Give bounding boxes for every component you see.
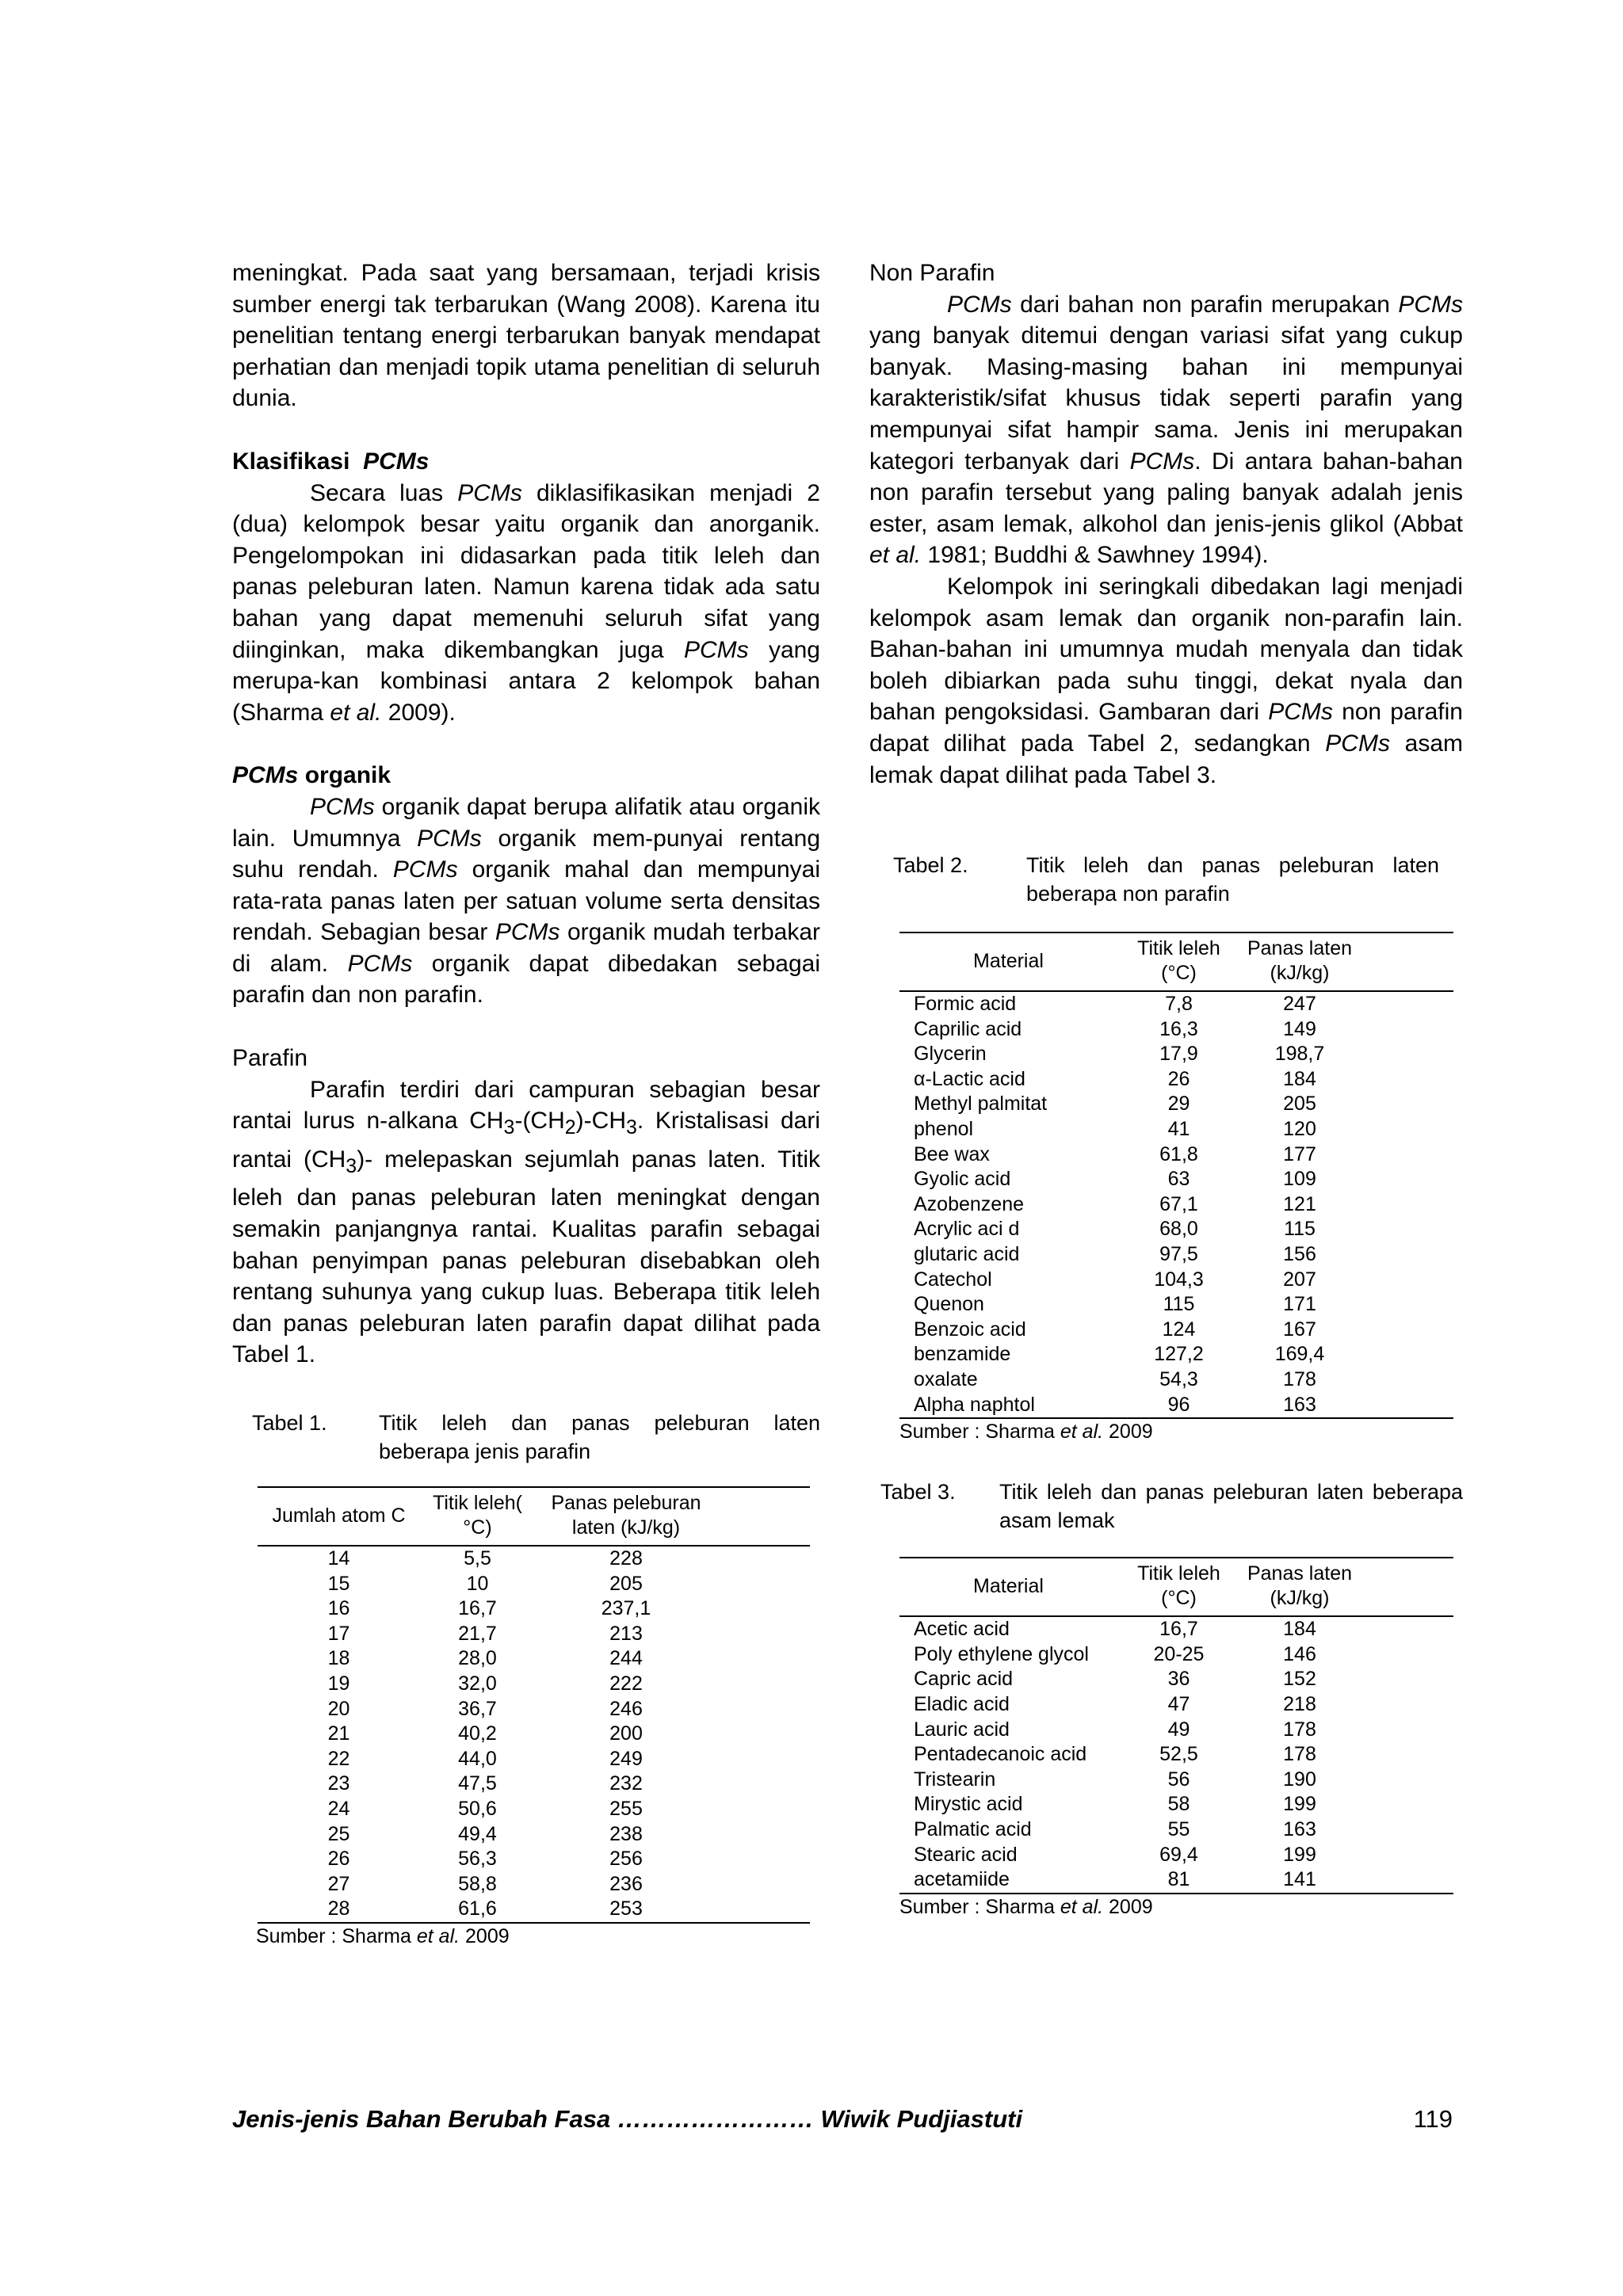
table-cell: 207 — [1283, 1268, 1316, 1291]
table-cell: 236 — [609, 1872, 643, 1895]
table-cell: 16,7 — [1159, 1618, 1198, 1641]
table-cell: 121 — [1283, 1192, 1316, 1215]
table-cell: 52,5 — [1159, 1743, 1198, 1766]
table-cell: 253 — [609, 1897, 643, 1920]
table-row — [899, 1067, 1453, 1093]
table-cell: 17,9 — [1159, 1043, 1198, 1066]
table-row — [899, 1242, 1453, 1268]
table-row — [258, 1596, 810, 1622]
table-cell: 61,6 — [458, 1897, 497, 1920]
table-cell: 14 — [327, 1547, 350, 1569]
klasifikasi-heading: Klasifikasi PCMs — [232, 448, 430, 475]
table-cell: Lauric acid — [914, 1718, 1010, 1741]
table-row — [899, 1268, 1453, 1293]
table-cell: 184 — [1283, 1067, 1316, 1090]
table-cell: 5,5 — [464, 1547, 491, 1569]
table-cell: 16,3 — [1159, 1017, 1198, 1040]
table-row — [899, 1817, 1453, 1843]
table-cell: 177 — [1283, 1142, 1316, 1165]
table-cell: 28 — [327, 1897, 350, 1920]
table-row — [899, 1792, 1453, 1817]
table1-source: Sumber : Sharma et al. 2009 — [256, 1924, 510, 1947]
nonparafin-paragraph-2: Kelompok ini seringkali dibedakan lagi menjadi kelompok asam lemak dan organik non-parafin lain. Bahan-bahan ini umumnya mudah menyala dan tidak boleh dibiarkan pada suhu tinggi, dekat nyala dan bahan pengoksidasi. Gambaran dari PCMs non parafin dapat dilihat pada Tabel 2, sedangkan PCMs asam lemak dapat dilihat pada Tabel 3. — [869, 573, 1463, 788]
table-row — [258, 1747, 810, 1772]
table-cell: 163 — [1283, 1393, 1316, 1416]
table-cell: Gyolic acid — [914, 1168, 1011, 1191]
table-cell: 69,4 — [1159, 1843, 1198, 1866]
table-cell: 17 — [327, 1622, 350, 1645]
table-cell: 54,3 — [1159, 1368, 1198, 1390]
table-cell: Acrylic aci d — [914, 1218, 1020, 1241]
table-cell: 56,3 — [458, 1848, 497, 1871]
table-cell: Palmatic acid — [914, 1817, 1032, 1840]
table-cell: 198,7 — [1274, 1043, 1325, 1066]
table-cell: 167 — [1283, 1318, 1316, 1341]
table-cell: 238 — [609, 1822, 643, 1845]
table-cell: 249 — [609, 1747, 643, 1770]
table-row — [258, 1672, 810, 1697]
table-cell: 67,1 — [1159, 1192, 1198, 1215]
table-row — [899, 1742, 1453, 1768]
table-row — [258, 1872, 810, 1897]
page-footer — [232, 2105, 1453, 2134]
table-row — [899, 1142, 1453, 1168]
table-row — [258, 1572, 810, 1597]
table-cell: 36,7 — [458, 1697, 497, 1720]
table-cell: Quenon — [914, 1293, 984, 1316]
table1 — [258, 1486, 810, 1924]
table-row — [899, 1367, 1453, 1393]
table-cell: 96 — [1167, 1393, 1190, 1416]
table-cell: 190 — [1283, 1768, 1316, 1791]
table-cell: 205 — [1283, 1093, 1316, 1116]
table-cell: 40,2 — [458, 1722, 497, 1745]
table-cell: 205 — [609, 1572, 643, 1595]
table-cell: 49 — [1167, 1718, 1190, 1741]
table-cell: 184 — [1283, 1618, 1316, 1641]
table-cell: 149 — [1283, 1017, 1316, 1040]
table-cell: 109 — [1283, 1168, 1316, 1191]
table3-caption: Tabel 3. Titik leleh dan panas peleburan laten beberapa asam lemak — [880, 1480, 1463, 1533]
table-cell: Capric acid — [914, 1668, 1014, 1691]
table-cell: 213 — [609, 1622, 643, 1645]
table-cell: 152 — [1283, 1668, 1316, 1691]
table-row — [899, 1167, 1453, 1192]
table-cell: 63 — [1167, 1168, 1190, 1191]
table-row — [258, 1697, 810, 1722]
table-cell: 163 — [1283, 1817, 1316, 1840]
parafin-paragraph: Parafin terdiri dari campuran sebagian besar rantai lurus n-alkana $CH_3-(CH_2)-CH_3$. Kristalisasi dari rantai $(CH_3)-$ melepaskan sejumlah panas laten. Titik leleh dan panas peleburan laten meningkat dengan semakin panjangnya rantai. Kualitas parafin sebagai bahan penyimpan panas peleburan disebabkan oleh rentang suhunya yang cukup luas. Beberapa titik leleh dan panas peleburan laten parafin dapat dilihat pada Tabel 1. — [232, 1076, 820, 1368]
table-cell: Eladic acid — [914, 1692, 1010, 1715]
table-cell: 124 — [1162, 1318, 1196, 1341]
table-row — [899, 1117, 1453, 1142]
table-row — [899, 1017, 1453, 1043]
table-cell: Azobenzene — [914, 1192, 1025, 1215]
table-cell: Pentadecanoic acid — [914, 1743, 1087, 1766]
table-row — [258, 1722, 810, 1747]
table-cell: 25 — [327, 1822, 350, 1845]
table-row — [258, 1847, 810, 1872]
table-cell: 146 — [1283, 1642, 1316, 1665]
table-cell: 81 — [1167, 1868, 1190, 1891]
table-row — [899, 1692, 1453, 1718]
table-cell: 22 — [327, 1747, 350, 1770]
table-cell: Formic acid — [914, 993, 1017, 1016]
table-cell: 228 — [609, 1547, 643, 1569]
table-cell: 178 — [1283, 1368, 1316, 1390]
table-cell: 237,1 — [601, 1597, 651, 1620]
table-cell: 169,4 — [1274, 1343, 1325, 1366]
table2-header: Material — [973, 949, 1044, 972]
table-row — [258, 1546, 810, 1572]
table-cell: phenol — [914, 1118, 974, 1141]
table-row — [899, 1042, 1453, 1067]
table-cell: 232 — [609, 1772, 643, 1795]
table-cell: Methyl palmitat — [914, 1093, 1048, 1116]
table-cell: 23 — [327, 1772, 350, 1795]
table-row — [899, 1642, 1453, 1668]
table-cell: benzamide — [914, 1343, 1011, 1366]
table2-source: Sumber : Sharma et al. 2009 — [899, 1421, 1153, 1444]
organik-paragraph: PCMs organik dapat berupa alifatik atau organik lain. Umumnya PCMs organik mem-punyai rentang suhu rendah. PCMs organik mahal dan mempunyai rata-rata panas laten per satuan volume serta densitas rendah. Sebagian besar PCMs organik mudah terbakar di alam. PCMs organik dapat dibedakan sebagai parafin dan non parafin. — [232, 793, 820, 1009]
table-row — [899, 1292, 1453, 1318]
table-cell: 246 — [609, 1697, 643, 1720]
table-row — [899, 991, 1453, 1017]
table-cell: 120 — [1283, 1118, 1316, 1141]
table-cell: 27 — [327, 1872, 350, 1895]
table-row — [899, 1667, 1453, 1692]
table-cell: Poly ethylene glycol — [914, 1642, 1089, 1665]
table-cell: 115 — [1163, 1293, 1195, 1316]
table-cell: 222 — [609, 1672, 643, 1695]
table3 — [899, 1557, 1453, 1894]
table-row — [899, 1318, 1453, 1343]
nonparafin-heading: Non Parafin — [869, 260, 995, 286]
table-cell: 115 — [1284, 1218, 1316, 1241]
table-cell: 218 — [1283, 1692, 1316, 1715]
table-cell: Tristearin — [914, 1768, 996, 1791]
table-cell: Benzoic acid — [914, 1318, 1026, 1341]
table3-source: Sumber : Sharma et al. 2009 — [899, 1895, 1153, 1918]
table1-caption: Tabel 1. Titik leleh dan panas peleburan laten beberapa jenis parafin — [252, 1411, 820, 1463]
intro-paragraph: meningkat. Pada saat yang bersamaan, terjadi krisis sumber energi tak terbarukan (Wang 2008). Karena itu penelitian tentang energi terbarukan banyak mendapat perhatian dan menjadi topik utama penelitian di seluruh dunia. — [232, 260, 820, 412]
table-cell: acetamiide — [914, 1868, 1010, 1891]
table-cell: 32,0 — [458, 1672, 497, 1695]
table-cell: 256 — [609, 1848, 643, 1871]
table-cell: 61,8 — [1159, 1142, 1198, 1165]
table-cell: 26 — [1167, 1067, 1190, 1090]
right-column — [869, 257, 1463, 1920]
table-cell: 58 — [1167, 1793, 1190, 1816]
table-cell: 20 — [327, 1697, 350, 1720]
nonparafin-paragraph-1: PCMs dari bahan non parafin merupakan PCMs yang banyak ditemui dengan variasi sifat yang cukup banyak. Masing-masing bahan ini mempunyai karakteristik/sifat khusus tidak seperti parafin yang mempunyai sifat hampir sama. Jenis ini merupakan kategori terbanyak dari PCMs. Di antara bahan-bahan non parafin tersebut yang paling banyak adalah jenis ester, asam lemak, alkohol dan jenis-jenis glikol (Abbat et al. 1981; Buddhi & Sawhney 1994). — [869, 291, 1463, 569]
table-cell: 104,3 — [1154, 1268, 1204, 1291]
table-cell: Acetic acid — [914, 1618, 1010, 1641]
table-cell: 49,4 — [458, 1822, 497, 1845]
table-row — [258, 1622, 810, 1647]
table-cell: 41 — [1167, 1118, 1190, 1141]
table-cell: 141 — [1283, 1868, 1316, 1891]
table-row — [899, 1217, 1453, 1242]
table-cell: 199 — [1283, 1843, 1316, 1866]
table-cell: 18 — [327, 1647, 350, 1670]
left-column — [232, 257, 820, 1949]
table-cell: Caprilic acid — [914, 1017, 1022, 1040]
table-cell: 178 — [1283, 1718, 1316, 1741]
table-cell: Bee wax — [914, 1142, 990, 1165]
table1-header: Jumlah atom C — [272, 1504, 406, 1527]
table-row — [899, 1393, 1453, 1419]
table-cell: Catechol — [914, 1268, 992, 1291]
table-cell: 255 — [609, 1797, 643, 1820]
table2-header: Titik leleh (°C) — [1137, 937, 1220, 985]
table3-header: Titik leleh (°C) — [1137, 1562, 1220, 1610]
table1-header: Titik leleh( °C) — [433, 1492, 522, 1539]
table2-header: Panas laten (kJ/kg) — [1247, 937, 1353, 985]
table-cell: 97,5 — [1159, 1243, 1198, 1266]
table-cell: 178 — [1283, 1743, 1316, 1766]
table-cell: 47,5 — [458, 1772, 497, 1795]
table-cell: 50,6 — [458, 1797, 497, 1820]
table-row — [899, 1342, 1453, 1367]
running-title: Jenis-jenis Bahan Berubah Fasa …………………… Wiwik Pudjiastuti — [232, 2105, 1023, 2133]
table-cell: 55 — [1167, 1817, 1190, 1840]
table-cell: 21,7 — [458, 1622, 497, 1645]
table-cell: 16 — [327, 1597, 350, 1620]
table2 — [899, 932, 1453, 1419]
parafin-heading: Parafin — [232, 1045, 308, 1072]
table-cell: 156 — [1283, 1243, 1316, 1266]
table-row — [899, 1867, 1453, 1894]
table-cell: 47 — [1167, 1692, 1190, 1715]
table-cell: glutaric acid — [914, 1243, 1020, 1266]
table-cell: 36 — [1167, 1668, 1190, 1691]
table-cell: oxalate — [914, 1368, 978, 1390]
page-number: 119 — [1413, 2105, 1453, 2133]
table-row — [258, 1897, 810, 1923]
table-cell: 21 — [327, 1722, 350, 1745]
table2-caption: Tabel 2. Titik leleh dan panas peleburan laten beberapa non parafin — [893, 853, 1439, 906]
table-row — [258, 1646, 810, 1672]
table-cell: 200 — [609, 1722, 643, 1745]
table-row — [899, 1192, 1453, 1218]
table-row — [899, 1092, 1453, 1117]
table-cell: 244 — [609, 1647, 643, 1670]
table-cell: 68,0 — [1159, 1218, 1198, 1241]
table-cell: 56 — [1167, 1768, 1190, 1791]
table-cell: 171 — [1283, 1293, 1316, 1316]
table-cell: 58,8 — [458, 1872, 497, 1895]
table-row — [258, 1772, 810, 1797]
table-row — [899, 1616, 1453, 1642]
table-row — [258, 1822, 810, 1848]
table-row — [899, 1718, 1453, 1743]
table-cell: 127,2 — [1154, 1343, 1204, 1366]
table-cell: Alpha naphtol — [914, 1393, 1035, 1416]
table-cell: 28,0 — [458, 1647, 497, 1670]
table-cell: 247 — [1283, 993, 1316, 1016]
table-cell: Mirystic acid — [914, 1793, 1023, 1816]
table3-header: Material — [973, 1574, 1044, 1597]
table1-header: Panas peleburan laten (kJ/kg) — [551, 1492, 701, 1539]
table-cell: Glycerin — [914, 1043, 987, 1066]
table-cell: Stearic acid — [914, 1843, 1018, 1866]
table-cell: α-Lactic acid — [914, 1067, 1025, 1090]
table-cell: 19 — [327, 1672, 350, 1695]
table-row — [258, 1797, 810, 1822]
table-cell: 199 — [1283, 1793, 1316, 1816]
table3-header: Panas laten (kJ/kg) — [1247, 1562, 1353, 1610]
table-cell: 16,7 — [458, 1597, 497, 1620]
table-cell: 15 — [327, 1572, 350, 1595]
klasifikasi-paragraph: Secara luas PCMs diklasifikasikan menjadi 2 (dua) kelompok besar yaitu organik dan anorganik. Pengelompokan ini didasarkan pada titik leleh dan panas peleburan laten. Namun karena tidak ada satu bahan yang dapat memenuhi seluruh sifat yang diinginkan, maka dikembangkan juga PCMs yang merupa-kan kombinasi antara 2 kelompok bahan (Sharma et al. 2009). — [232, 479, 820, 726]
table-cell: 24 — [327, 1797, 350, 1820]
table-cell: 44,0 — [458, 1747, 497, 1770]
table-cell: 26 — [327, 1848, 350, 1871]
table-cell: 29 — [1167, 1093, 1190, 1116]
table-cell: 7,8 — [1165, 993, 1193, 1016]
table-cell: 20-25 — [1153, 1642, 1205, 1665]
table-row — [899, 1843, 1453, 1868]
organik-heading: PCMs organik — [232, 762, 391, 789]
table-row — [899, 1768, 1453, 1793]
table-cell: 10 — [466, 1572, 489, 1595]
